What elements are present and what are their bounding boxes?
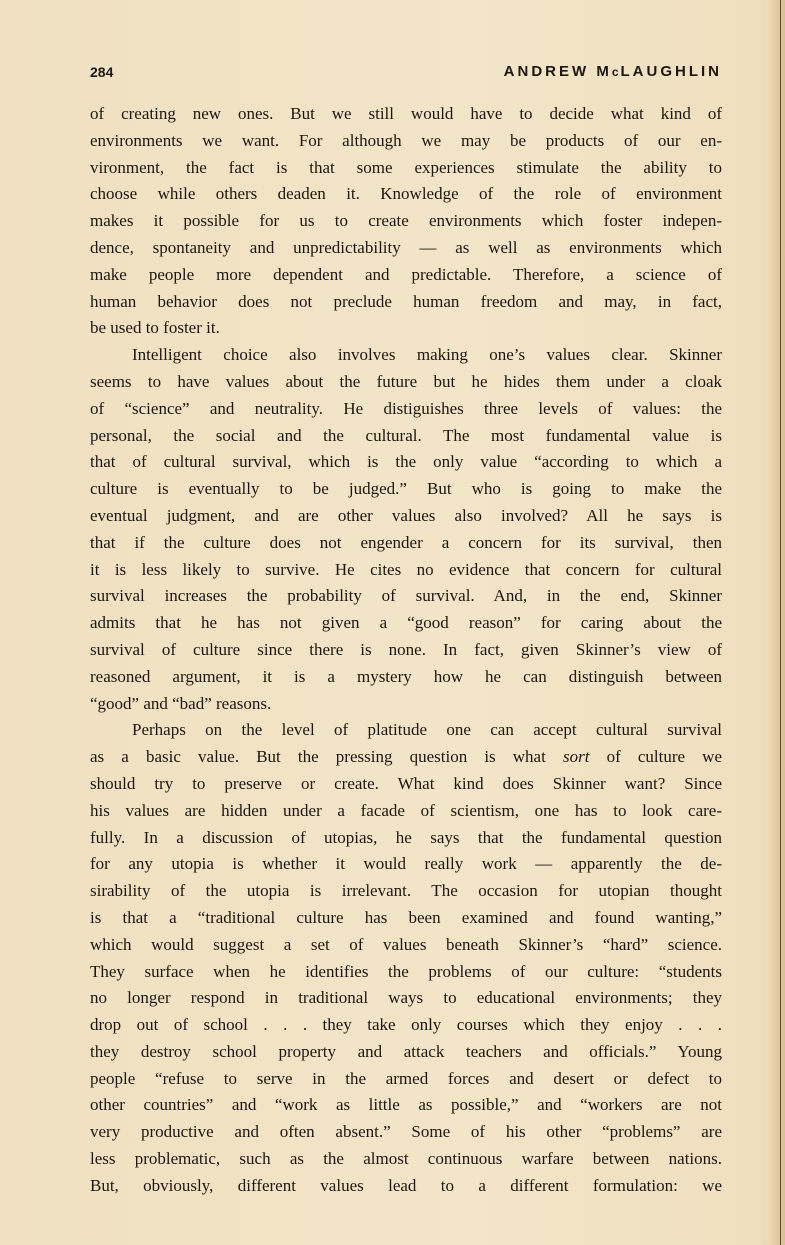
text-line: for any utopia is whether it would really work — apparently the de- bbox=[90, 854, 722, 874]
text-line: fully. In a discussion of utopias, he says that the fundamental question bbox=[90, 827, 722, 847]
text-line: people “refuse to serve in the armed forces and desert or defect to bbox=[90, 1068, 722, 1088]
text-line: culture is eventually to be judged.” But who is going to make the bbox=[90, 479, 722, 499]
text-line: his values are hidden under a facade of scientism, one has to look care- bbox=[90, 800, 722, 820]
text-line: sirability of the utopia is irrelevant. The occasion for utopian thought bbox=[90, 881, 722, 901]
text-line: that of cultural survival, which is the only value “according to which a bbox=[90, 452, 722, 472]
text-line: eventual judgment, and are other values also involved? All he says is bbox=[90, 505, 722, 525]
author-main: ANDREW M bbox=[503, 63, 612, 80]
text-line: of “science” and neutrality. He distiguishes three levels of values: the bbox=[90, 398, 722, 418]
author-rest: LAUGHLIN bbox=[620, 63, 722, 80]
emphasized-word: sort bbox=[562, 747, 590, 767]
text-line: admits that he has not given a “good reason” for caring about the bbox=[90, 613, 722, 633]
text-line: it is less likely to survive. He cites no evidence that concern for cultural bbox=[90, 559, 722, 579]
text-line: is that a “traditional culture has been examined and found wanting,” bbox=[90, 907, 722, 927]
text-line: survival increases the probability of survival. And, in the end, Skinner bbox=[90, 586, 722, 606]
text-line: makes it possible for us to create environments which foster indepen- bbox=[90, 211, 722, 231]
running-head-author bbox=[504, 63, 722, 80]
text-line: dence, spontaneity and unpredictability — as well as environments which bbox=[90, 237, 722, 257]
text-line: But, obviously, different values lead to a different formulation: we bbox=[90, 1175, 722, 1195]
text-line: reasoned argument, it is a mystery how he can distinguish between bbox=[90, 666, 722, 686]
text-line: survival of culture since there is none. In fact, given Skinner’s view of bbox=[90, 639, 722, 659]
text-line: less problematic, such as the almost continuous warfare between nations. bbox=[90, 1149, 722, 1169]
text-line: of creating new ones. But we still would have to decide what kind of bbox=[90, 104, 722, 123]
text-segment: as a basic value. But the pressing question is what bbox=[90, 747, 563, 767]
text-line: that if the culture does not engender a concern for its survival, then bbox=[90, 532, 722, 552]
text-line bbox=[90, 744, 722, 771]
text-line: choose while others deaden it. Knowledge of the role of environment bbox=[90, 184, 722, 204]
page-edge-line bbox=[776, 0, 781, 1245]
text-line: “good” and “bad” reasons. bbox=[90, 693, 272, 713]
text-line: personal, the social and the cultural. The most fundamental value is bbox=[90, 425, 722, 445]
text-line: they destroy school property and attack teachers and officials.” Young bbox=[90, 1041, 722, 1061]
text-line: vironment, the fact is that some experiences stimulate the ability to bbox=[90, 157, 722, 177]
body-text bbox=[90, 101, 722, 1200]
text-line: very productive and often absent.” Some of his other “problems” are bbox=[90, 1122, 722, 1142]
text-line: environments we want. For although we may be products of our en- bbox=[90, 130, 722, 150]
text-line: They surface when he identifies the problems of our culture: “students bbox=[90, 961, 722, 981]
text-line: other countries” and “work as little as possible,” and “workers are not bbox=[90, 1095, 722, 1115]
page-header bbox=[90, 62, 722, 84]
text-line: make people more dependent and predictable. Therefore, a science of bbox=[90, 264, 722, 284]
page-number: 284 bbox=[90, 64, 114, 80]
text-line: should try to preserve or create. What kind does Skinner want? Since bbox=[90, 773, 722, 793]
text-line: seems to have values about the future but he hides them under a cloak bbox=[90, 371, 722, 391]
text-line: which would suggest a set of values beneath Skinner’s “hard” science. bbox=[90, 934, 722, 954]
text-line: no longer respond in traditional ways to educational environments; they bbox=[90, 988, 722, 1008]
text-segment: of culture we bbox=[589, 747, 723, 767]
author-small-c: c bbox=[611, 65, 621, 79]
text-line: be used to foster it. bbox=[90, 318, 220, 338]
text-line: Perhaps on the level of platitude one can accept cultural survival bbox=[132, 720, 722, 740]
text-line: drop out of school . . . they take only courses which they enjoy . . . bbox=[90, 1015, 722, 1035]
text-line: human behavior does not preclude human freedom and may, in fact, bbox=[90, 291, 722, 311]
text-line: Intelligent choice also involves making one’s values clear. Skinner bbox=[132, 345, 722, 365]
